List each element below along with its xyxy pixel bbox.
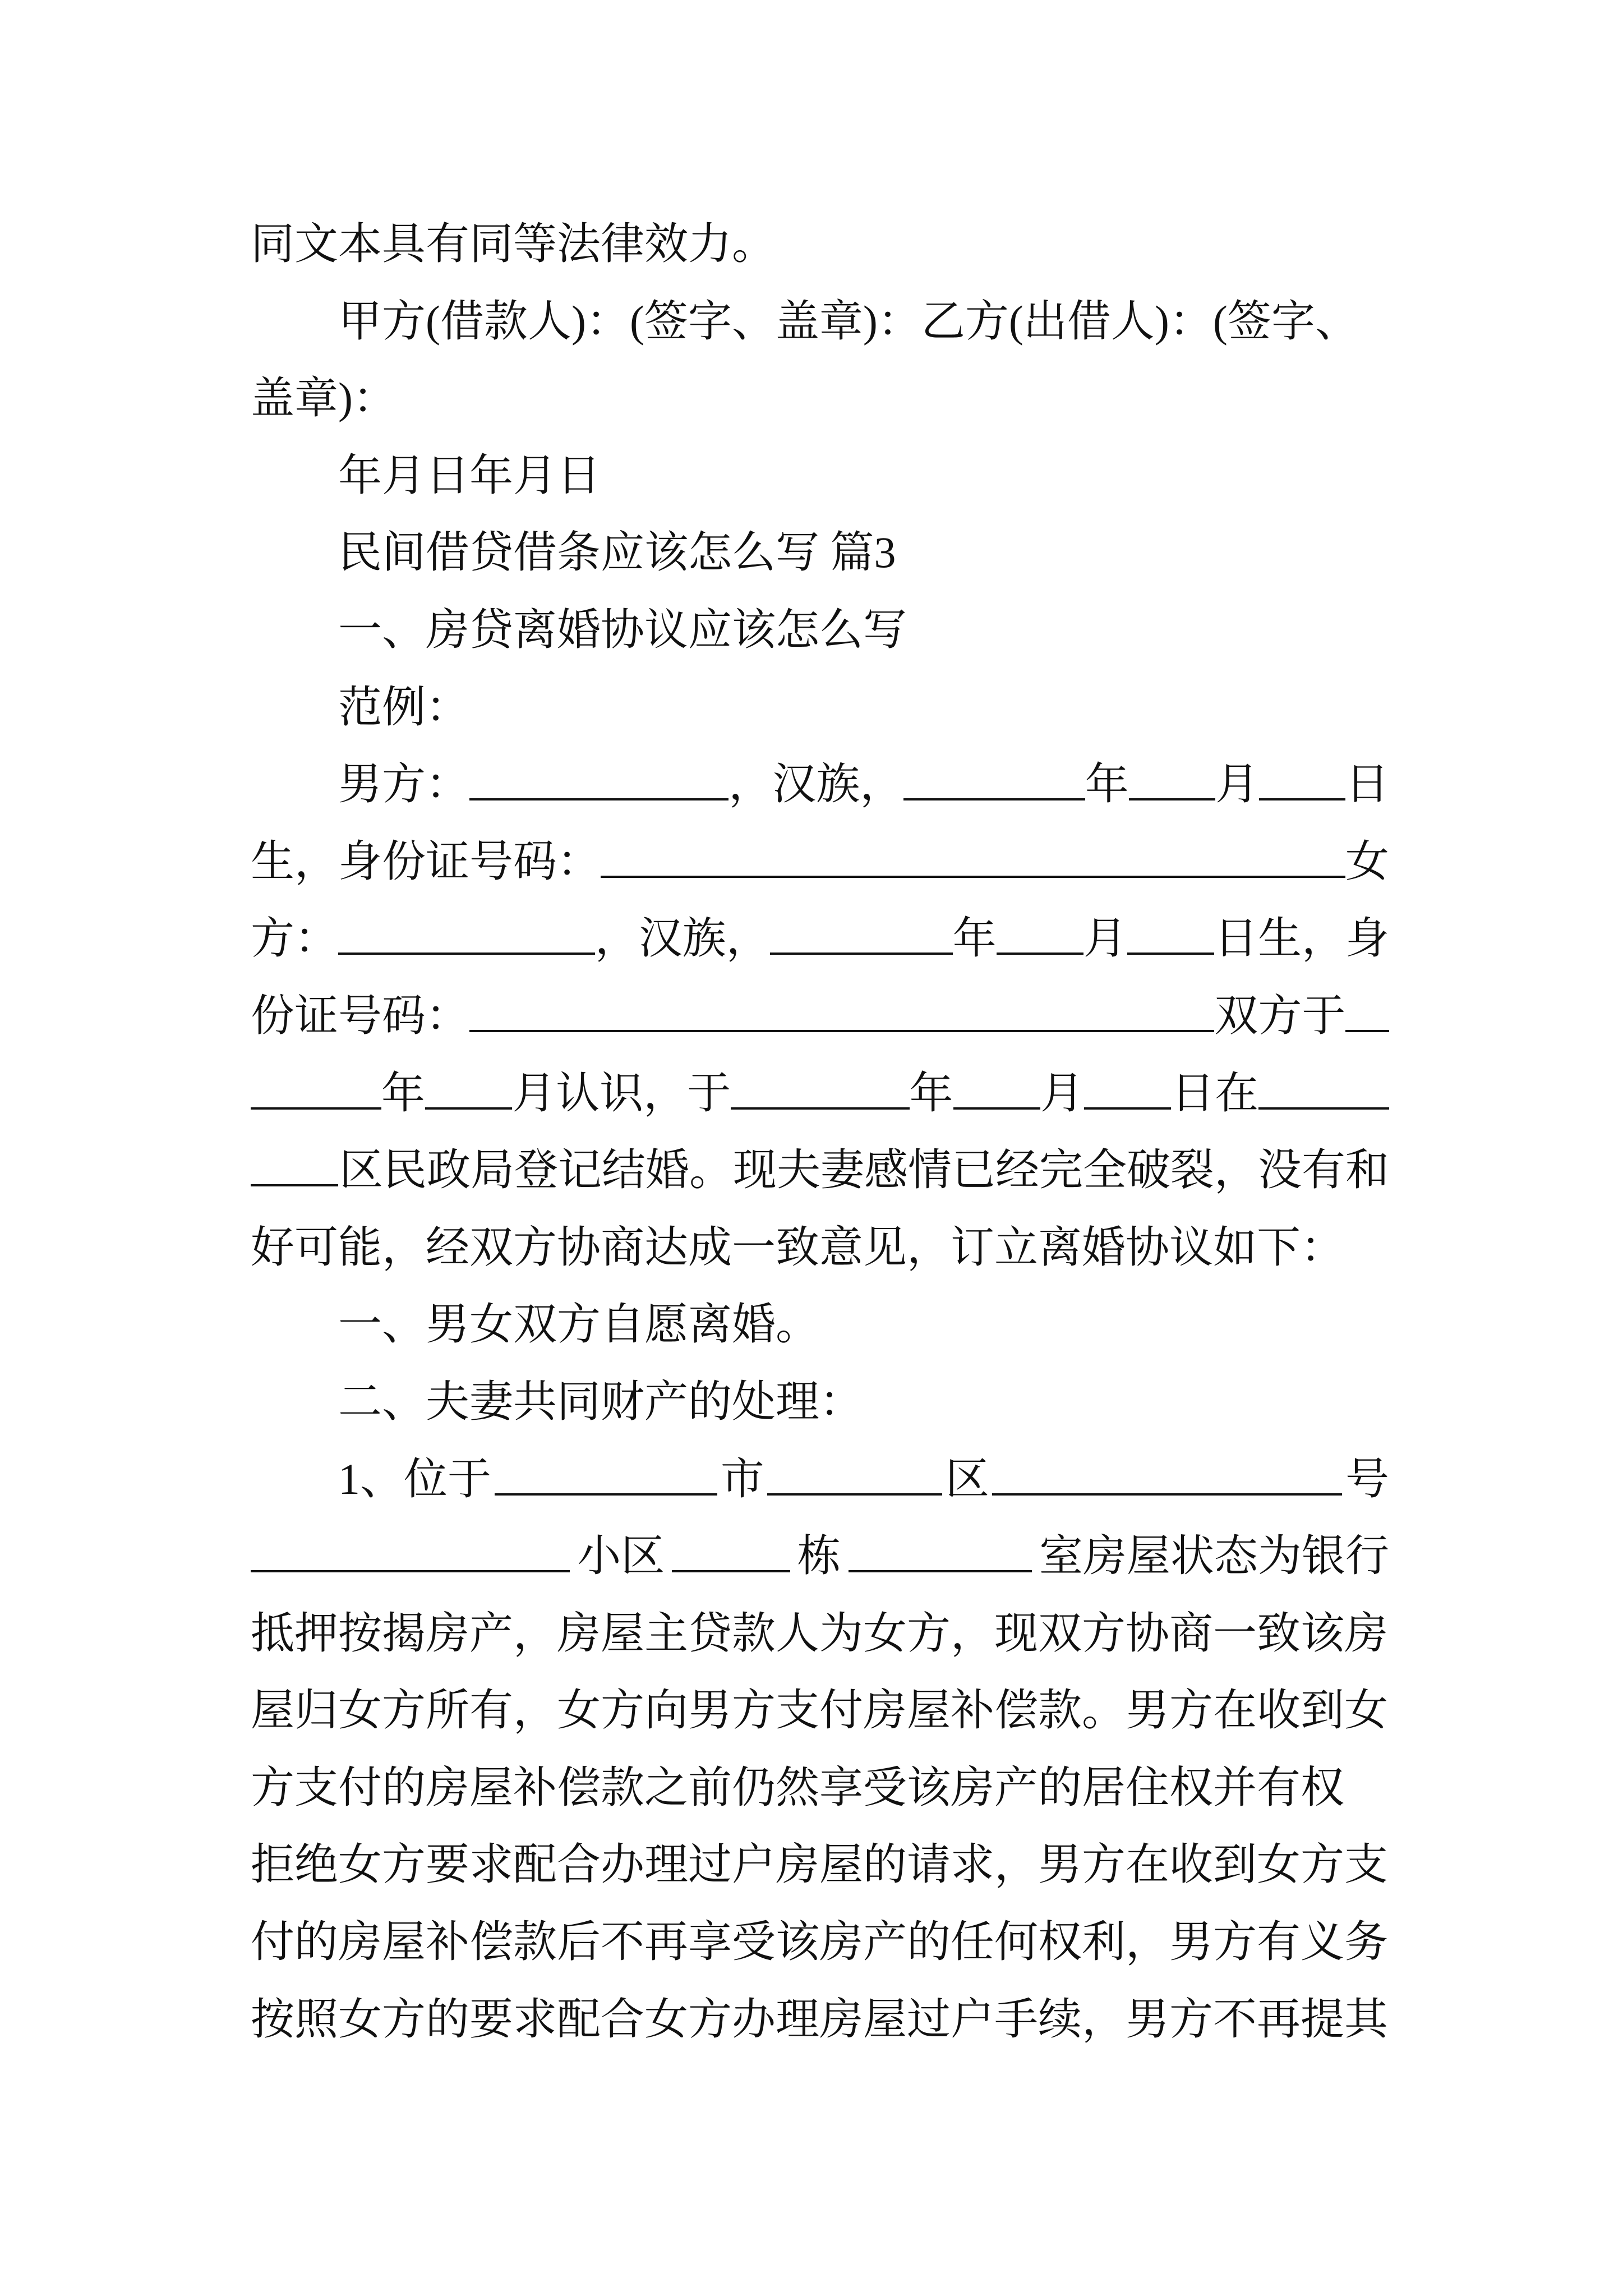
text-segment: 同文本具有同等法律效力。 <box>251 219 776 268</box>
text-line <box>251 669 1389 746</box>
text-segment: 月 <box>1083 914 1127 963</box>
text-segment: 方： <box>251 914 339 963</box>
fill-in-blank <box>903 772 1085 800</box>
fill-in-blank <box>425 1081 512 1110</box>
text-segment: ，汉族， <box>594 914 770 963</box>
fill-in-blank <box>1345 1004 1389 1032</box>
text-segment: 1、位于 <box>338 1454 492 1503</box>
fill-in-blank <box>601 849 1345 878</box>
text-segment: 按照女方的要求配合女方办理房屋过户手续，男方不再提其 <box>251 1994 1389 2044</box>
text-line <box>251 1517 1389 1595</box>
text-segment: 日 <box>1345 760 1389 809</box>
text-segment: 抵押按揭房产，房屋主贷款人为女方，现双方协商一致该房 <box>251 1608 1389 1658</box>
fill-in-blank <box>953 1081 1040 1110</box>
text-line <box>251 1363 1389 1441</box>
fill-in-blank <box>1258 1081 1389 1110</box>
fill-in-blank <box>992 1467 1342 1496</box>
text-segment: 区民政局登记结婚。现夫妻感情已经完全破裂，没有和 <box>339 1145 1389 1195</box>
text-line <box>251 360 1389 437</box>
text-segment: 栋 <box>797 1531 841 1581</box>
text-segment: 女 <box>1345 836 1389 886</box>
text-segment: 年 <box>1085 760 1129 809</box>
fill-in-blank <box>251 1081 381 1110</box>
fill-in-blank <box>672 1544 790 1572</box>
text-segment: 范例： <box>338 682 470 731</box>
text-segment: ，汉族， <box>728 760 904 809</box>
fill-in-blank <box>469 1004 1214 1032</box>
text-segment: 室房屋状态为银行 <box>1039 1531 1389 1581</box>
text-line <box>251 746 1389 823</box>
text-segment: 付的房屋补偿款后不再享受该房产的任何权利，男方有义务 <box>251 1917 1389 1967</box>
text-line <box>251 1981 1389 2058</box>
fill-in-blank <box>770 927 953 955</box>
text-segment: 盖章)： <box>251 374 396 423</box>
fill-in-blank <box>1259 772 1345 800</box>
text-segment: 双方于 <box>1214 991 1346 1040</box>
text-segment: 一、房贷离婚协议应该怎么写 <box>338 605 907 654</box>
text-segment: 年月日年月日 <box>338 450 601 500</box>
text-line <box>251 1749 1389 1826</box>
text-segment: 区 <box>945 1454 989 1503</box>
text-line <box>251 437 1389 514</box>
text-segment: 甲方(借款人)：(签字、盖章)：乙方(出借人)：(签字、 <box>338 296 1359 346</box>
text-segment: 份证号码： <box>251 991 470 1040</box>
text-segment: 日生，身 <box>1214 914 1389 963</box>
text-line <box>251 1286 1389 1363</box>
text-segment: 小区 <box>577 1531 665 1581</box>
fill-in-blank <box>251 1544 570 1572</box>
text-segment: 一、男女双方自愿离婚。 <box>338 1300 820 1349</box>
fill-in-blank <box>1127 927 1214 955</box>
fill-in-blank <box>849 1544 1032 1572</box>
text-segment: 男方： <box>338 760 470 809</box>
text-segment: 月 <box>1215 760 1259 809</box>
fill-in-blank <box>731 1081 909 1110</box>
fill-in-blank <box>469 772 728 800</box>
text-segment: 二、夫妻共同财产的处理： <box>338 1377 864 1426</box>
text-line <box>251 1903 1389 1981</box>
text-segment: 月 <box>1040 1068 1084 1117</box>
text-line <box>251 283 1389 360</box>
text-line <box>251 900 1389 977</box>
text-segment: 号 <box>1345 1454 1389 1503</box>
text-line <box>251 1826 1389 1903</box>
document-page <box>251 205 1389 2058</box>
text-segment: 年 <box>381 1068 425 1117</box>
fill-in-blank <box>997 927 1083 955</box>
text-segment: 屋归女方所有，女方向男方支付房屋补偿款。男方在收到女 <box>251 1686 1389 1735</box>
fill-in-blank <box>1084 1081 1171 1110</box>
text-line <box>251 823 1389 900</box>
text-line <box>251 1441 1389 1518</box>
text-segment: 日在 <box>1171 1068 1259 1117</box>
text-segment: 月认识，于 <box>512 1068 731 1117</box>
fill-in-blank <box>338 927 595 955</box>
text-line <box>251 1131 1389 1209</box>
text-line <box>251 1055 1389 1132</box>
fill-in-blank <box>767 1467 942 1496</box>
text-segment: 民间借贷借条应该怎么写 篇3 <box>338 528 896 577</box>
fill-in-blank <box>1129 772 1215 800</box>
text-segment: 好可能，经双方协商达成一致意见，订立离婚协议如下： <box>251 1222 1345 1272</box>
text-line <box>251 1209 1389 1286</box>
text-line <box>251 1595 1389 1672</box>
text-segment: 市 <box>720 1454 764 1503</box>
fill-in-blank <box>495 1467 718 1496</box>
text-line <box>251 977 1389 1055</box>
text-segment: 年 <box>952 914 997 963</box>
text-line <box>251 591 1389 669</box>
text-line <box>251 1672 1389 1749</box>
text-segment: 年 <box>909 1068 953 1117</box>
text-segment: 生，身份证号码： <box>251 836 601 886</box>
fill-in-blank <box>251 1158 338 1186</box>
text-line <box>251 514 1389 591</box>
text-segment: 拒绝女方要求配合办理过户房屋的请求，男方在收到女方支 <box>251 1840 1389 1889</box>
text-line <box>251 205 1389 283</box>
text-segment: 方支付的房屋补偿款之前仍然享受该房产的居住权并有权 <box>251 1763 1345 1812</box>
